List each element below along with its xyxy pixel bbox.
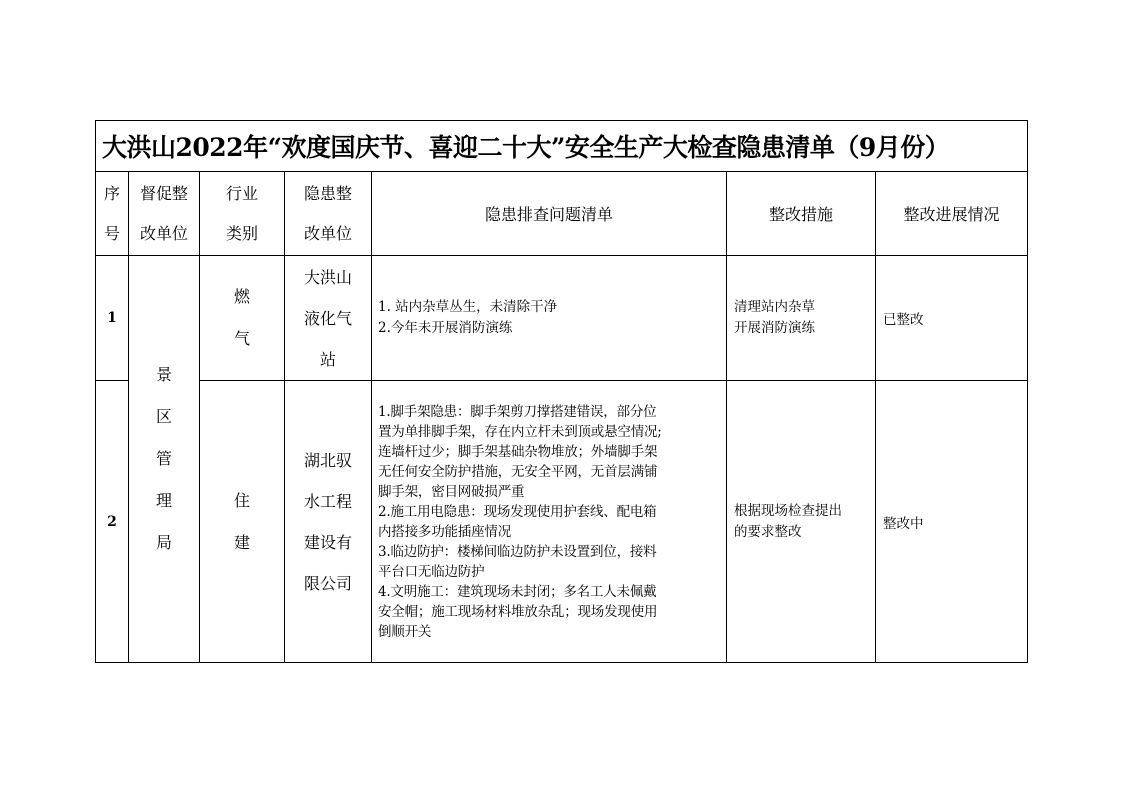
- header-industry: 行业 类别: [200, 172, 285, 256]
- header-measures: 整改措施: [727, 172, 876, 256]
- rectifying-unit-cell: 大洪山 液化气 站: [285, 256, 372, 381]
- measures-cell: 根据现场检查提出 的要求整改: [727, 381, 876, 663]
- rectifying-unit-cell: 湖北驭 水工程 建设有 限公司: [285, 381, 372, 663]
- supervising-unit-cell: 景 区 管 理 局: [129, 256, 200, 663]
- progress-cell: 已整改: [876, 256, 1028, 381]
- header-supervising-unit: 督促整 改单位: [129, 172, 200, 256]
- industry-cell: 住 建: [200, 381, 285, 663]
- document-title: 大洪山2022年“欢度国庆节、喜迎二十大”安全生产大检查隐患清单（9月份）: [96, 121, 1028, 172]
- table-row: [96, 381, 1028, 663]
- industry-cell: 燃 气: [200, 256, 285, 381]
- measures-cell: 清理站内杂草 开展消防演练: [727, 256, 876, 381]
- hazard-list-table: [95, 120, 1028, 663]
- issues-cell: 1.脚手架隐患：脚手架剪刀撑搭建错误，部分位 置为单排脚手架，存在内立杆未到顶或悬空情况; 连墙杆过少；脚手架基础杂物堆放；外墙脚手架 无任何安全防护措施，无安全平网，无首层满铺 脚手架，密目网破损严重 2.施工用电隐患：现场发现使用护套线、配电箱 内搭接多功能插座情况 3.临边防护：楼梯间临边防护未设置到位，接料 平台口无临边防护 4.文明施工：建筑现场未封闭；多名工人未佩戴 安全帽；施工现场材料堆放杂乱；现场发现使用 倒顺开关: [372, 381, 727, 663]
- header-seq: 序 号: [96, 172, 129, 256]
- header-rectifying-unit: 隐患整 改单位: [285, 172, 372, 256]
- issues-cell: 1. 站内杂草丛生，未清除干净 2.今年未开展消防演练: [372, 256, 727, 381]
- header-row: [96, 172, 1028, 256]
- row-seq: 1: [96, 256, 129, 381]
- row-seq: 2: [96, 381, 129, 663]
- header-issues: 隐患排查问题清单: [372, 172, 727, 256]
- table-row: [96, 256, 1028, 381]
- header-progress: 整改进展情况: [876, 172, 1028, 256]
- progress-cell: 整改中: [876, 381, 1028, 663]
